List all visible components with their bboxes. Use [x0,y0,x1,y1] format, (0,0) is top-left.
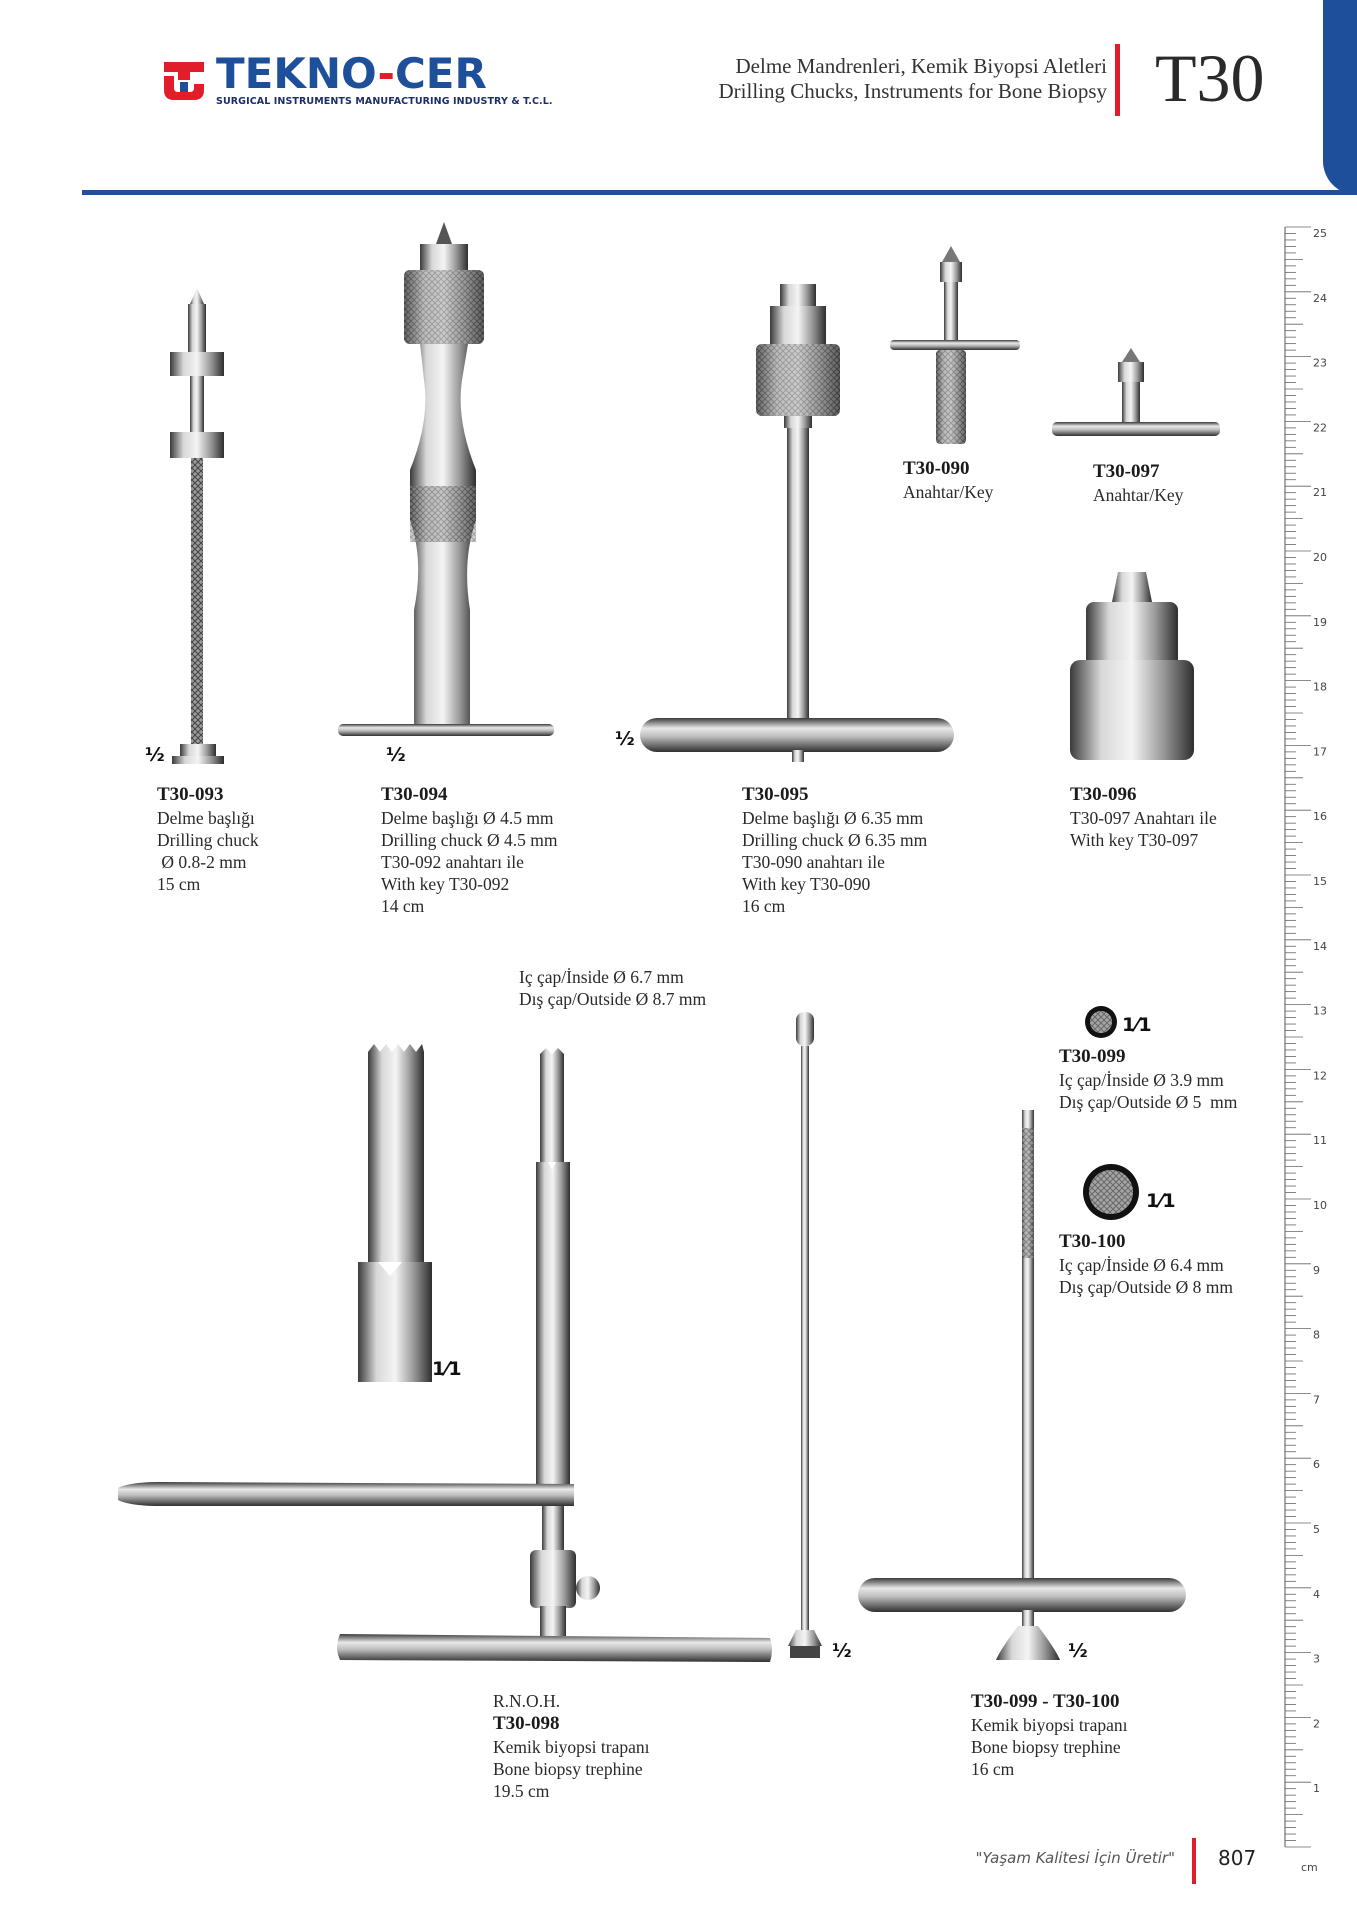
instrument-t30-098-stylet [788,1012,822,1658]
product-code: T30-097 [1093,461,1160,482]
page-title-tr: Delme Mandrenleri, Kemik Biyopsi Aletleri [735,54,1107,78]
product-line: 16 cm [971,1759,1015,1779]
ruler-label: 15 [1313,875,1327,888]
product-line: Anahtar/Key [903,482,994,502]
ruler-label: 20 [1313,551,1327,564]
ruler-label: 21 [1313,486,1327,500]
ruler-label: 12 [1313,1069,1327,1083]
scale-mark-t30-095: ½ [615,728,635,750]
product-code: T30-099 - T30-100 [971,1691,1120,1712]
product-line: Ø 0.8-2 mm [157,852,247,872]
product-code: T30-100 [1059,1231,1126,1252]
product-t30-095 [742,783,927,917]
product-line: 15 cm [157,874,201,894]
ruler-label: 7 [1313,1393,1320,1407]
instrument-t30-098 [118,1048,772,1662]
page-number: 807 [1218,1846,1257,1870]
product-line: Dış çap/Outside Ø 5 mm [1059,1092,1238,1112]
instrument-t30-097 [1052,348,1220,436]
ruler-label: 18 [1313,680,1327,694]
ruler-label: 16 [1313,810,1327,824]
product-line: T30-090 anahtarı ile [742,852,885,872]
ruler-label: 23 [1313,356,1327,370]
ruler-label: 24 [1313,291,1327,305]
product-code: T30-099 [1059,1046,1126,1067]
instrument-t30-098-detail [358,1044,432,1382]
product-line: Drilling chuck Ø 4.5 mm [381,830,558,850]
product-line: Delme başlığı Ø 6.35 mm [742,808,924,828]
product-line: T30-097 Anahtarı ile [1070,808,1217,828]
instrument-t30-090 [890,246,1020,444]
page-title-en: Drilling Chucks, Instruments for Bone Biopsy [718,79,1107,103]
product-line: Dış çap/Outside Ø 8 mm [1059,1277,1234,1297]
ruler-label: 17 [1313,745,1327,759]
product-code: T30-096 [1070,784,1137,805]
product-line: Iç çap/İnside Ø 3.9 mm [1059,1070,1224,1090]
product-prefix: R.N.O.H. [493,1691,561,1711]
scale-mark-t30-099: 1⁄1 [1122,1014,1152,1036]
scale-mark-t30-100: 1⁄1 [1146,1190,1176,1212]
section-code: T30 [1155,40,1265,116]
product-line: Kemik biyopsi trapanı [971,1715,1128,1735]
ruler-label: 3 [1313,1652,1320,1666]
ruler-label: 19 [1313,615,1327,629]
ruler-label: 11 [1313,1134,1327,1148]
ruler-unit: cm [1301,1861,1318,1874]
brand-name: TEKNO-CER [216,49,487,98]
product-t30-090 [903,457,993,503]
product-line: T30-092 anahtarı ile [381,852,524,872]
ruler-label: 10 [1313,1199,1327,1212]
product-code: T30-094 [381,784,448,805]
product-line: 16 cm [742,896,786,916]
instrument-t30-096 [1070,572,1194,760]
product-line: Bone biopsy trephine [971,1737,1121,1757]
dimension-line: Dış çap/Outside Ø 8.7 mm [519,989,707,1009]
product-t30-097 [1093,460,1183,506]
product-line: 19.5 cm [493,1781,550,1801]
scale-mark-t30-093: ½ [145,744,165,766]
scale-mark-t30-098-detail: 1⁄1 [432,1358,462,1380]
ruler-label: 2 [1313,1717,1320,1731]
product-t30-099-100 [971,1690,1128,1780]
scale-mark-t30-098: ½ [832,1640,852,1662]
instrument-t30-095 [640,284,954,762]
product-line: Delme başlığı [157,808,255,828]
product-line: With key T30-092 [381,874,510,894]
scale-mark-t30-099-100: ½ [1068,1640,1088,1662]
ruler-label: 1 [1313,1782,1320,1796]
instrument-t30-094 [338,222,554,736]
product-t30-098 [493,1690,650,1802]
product-line: With key T30-090 [742,874,871,894]
product-line: Anahtar/Key [1093,485,1184,505]
cross-section-t30-099-icon [1085,1006,1117,1038]
ruler-label: 6 [1313,1458,1320,1472]
product-t30-100 [1059,1230,1233,1298]
ruler-label: 4 [1313,1587,1320,1601]
product-code: T30-090 [903,458,970,479]
product-t30-096 [1070,783,1217,851]
instrument-t30-093 [170,288,224,764]
ruler-label: 8 [1313,1328,1320,1342]
product-line: Delme başlığı Ø 4.5 mm [381,808,554,828]
product-t30-094 [381,783,557,917]
cross-section-t30-100-icon [1083,1164,1139,1220]
product-t30-093 [157,783,259,895]
t30-098-dimensions [519,966,706,1010]
product-code: T30-093 [157,784,224,805]
dimension-line: Iç çap/İnside Ø 6.7 mm [519,967,684,987]
footer-slogan: "Yaşam Kalitesi İçin Üretir" [975,1849,1175,1867]
product-code: T30-095 [742,784,809,805]
ruler-label: 13 [1313,1004,1327,1018]
footer-divider [1192,1838,1196,1884]
ruler-label: 25 [1313,227,1327,240]
scale-mark-t30-094: ½ [386,744,406,766]
product-code: T30-098 [493,1713,560,1734]
product-line: Kemik biyopsi trapanı [493,1737,650,1757]
brand-tagline: SURGICAL INSTRUMENTS MANUFACTURING INDUSTRY & T.C.L. [216,96,553,107]
ruler-label: 5 [1313,1523,1320,1536]
ruler-label: 9 [1313,1263,1320,1277]
product-line: Drilling chuck Ø 6.35 mm [742,830,928,850]
product-t30-099 [1059,1045,1237,1113]
product-line: With key T30-097 [1070,830,1199,850]
product-line: Bone biopsy trephine [493,1759,643,1779]
product-line: Iç çap/İnside Ø 6.4 mm [1059,1255,1224,1275]
product-line: Drilling chuck [157,830,259,850]
ruler-label: 22 [1313,421,1327,435]
ruler-label: 14 [1313,939,1327,953]
product-line: 14 cm [381,896,425,916]
